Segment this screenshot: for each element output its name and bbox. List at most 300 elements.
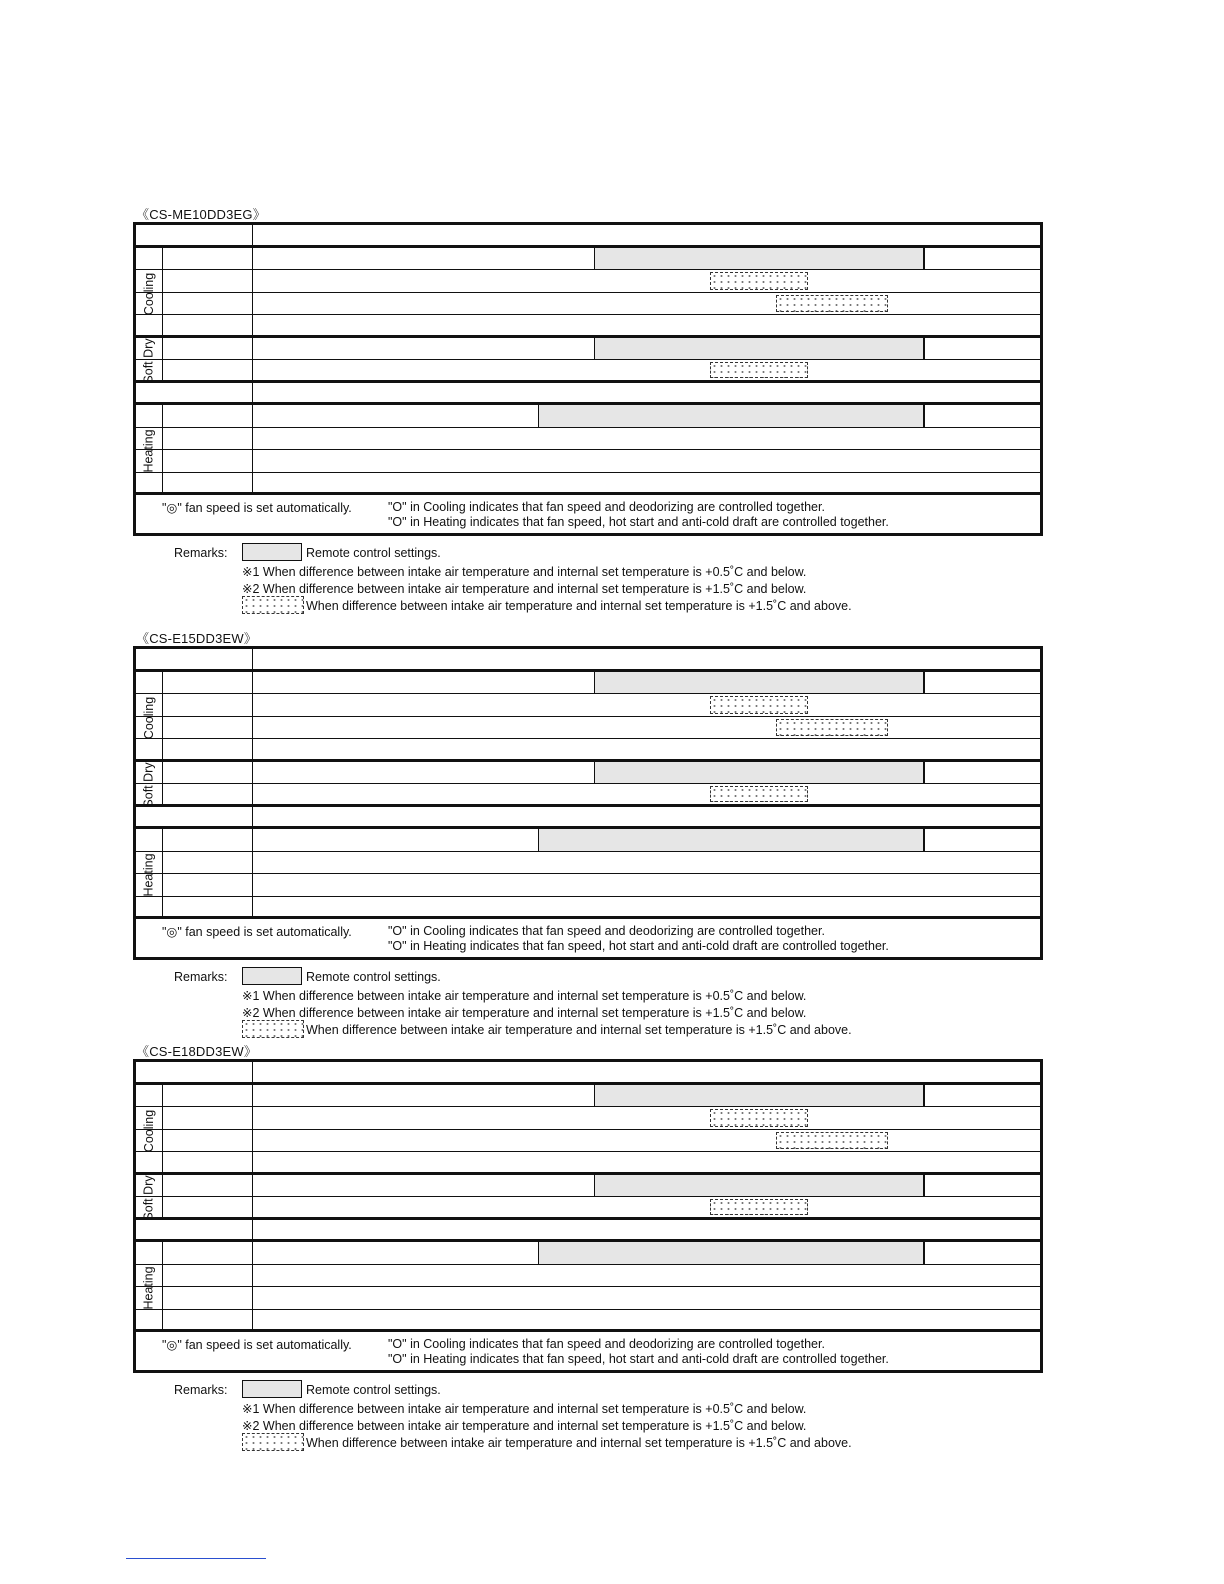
group-label: Soft Dry: [142, 1175, 156, 1221]
mark-dc1: [666, 717, 706, 739]
column-divider: [252, 829, 253, 851]
mark-circle: [366, 1265, 406, 1287]
group-soft_dry: [136, 1176, 162, 1221]
column-divider: [162, 874, 163, 896]
rpm-value: [921, 225, 953, 245]
speed-pshi: [1003, 405, 1043, 427]
speed-sslo: [425, 338, 465, 360]
column-divider: [162, 762, 163, 784]
rpm-value: [254, 649, 286, 669]
cooling-auto-row: [136, 270, 1040, 293]
rpm-value: [514, 383, 546, 403]
fan-speed-table-1: [133, 222, 1043, 536]
rpm-value: [457, 807, 489, 827]
rotation-speed-header: [136, 649, 1040, 672]
column-divider: [162, 852, 163, 874]
column-divider: [162, 1152, 163, 1172]
speed-me-minus: [664, 405, 708, 427]
mode-label: [167, 852, 247, 874]
rotation-speed-header: [136, 225, 1040, 248]
mark-circle: [425, 428, 465, 450]
footer-rule: [126, 1558, 266, 1559]
cooling-quiet-row: [136, 1152, 1040, 1175]
mode-label: [167, 672, 247, 694]
model-title: 《CS-E15DD3EW》: [136, 631, 258, 646]
mark-dc1: [596, 1197, 636, 1217]
column-divider: [162, 739, 163, 759]
mark-dcircle: [630, 1152, 670, 1172]
mark-dc2: [739, 293, 779, 315]
mark-dcircle: [816, 897, 856, 917]
rpm-value: [600, 649, 632, 669]
rpm-value: [701, 225, 733, 245]
mark-circle: [425, 270, 465, 292]
rpm-value: [600, 1220, 632, 1240]
mode-label: [167, 1152, 247, 1172]
speed-me-minus: [664, 1085, 708, 1107]
remote-setting-band: [538, 1242, 924, 1264]
speed-lo-minus: [539, 762, 579, 784]
rpm-value: [514, 1220, 546, 1240]
speed-pshi: [1003, 1085, 1043, 1107]
mark-dc2: [739, 1130, 779, 1152]
rpm-value: [399, 807, 431, 827]
rpm-value: [571, 807, 603, 827]
remote-control-swatch: [242, 1380, 302, 1398]
mode-label: [167, 1197, 247, 1217]
rpm-value: [976, 649, 1008, 669]
remarks-block: [174, 1383, 934, 1455]
group-cooling: [136, 249, 162, 339]
softdry-range-marks: [714, 360, 806, 380]
rpm-value: [254, 1220, 286, 1240]
speed-hi: [891, 1175, 931, 1197]
heating-o-note: "O" in Heating indicates that fan speed, hot start and anti-cold draft are controlled together.: [388, 515, 889, 529]
rpm-value: [670, 225, 702, 245]
rpm-value: [853, 1220, 885, 1240]
rpm-value: [701, 383, 733, 403]
softdry-auto-row: [136, 784, 1040, 807]
column-divider: [162, 829, 163, 851]
rpm-value: [976, 807, 1008, 827]
mark-dcircle: [849, 852, 889, 874]
mode-label: [167, 338, 247, 360]
mark-circle: [250, 1265, 290, 1287]
rpm-value: [285, 807, 317, 827]
dotted-swatch: [242, 596, 304, 614]
heating-manual-row: [136, 829, 1040, 852]
mode-label: [167, 1175, 247, 1197]
mode-label: [167, 762, 247, 784]
rpm-value: [457, 1220, 489, 1240]
mark-dcircle: [776, 473, 816, 493]
mark-dcircle: [697, 1287, 737, 1309]
speed-hi: [891, 248, 931, 270]
mark-dcircle: [630, 315, 670, 335]
mark-circle: [250, 1197, 290, 1217]
speed-me-minus: [664, 248, 708, 270]
speed-lo-minus: [539, 338, 579, 360]
softdry-auto-row: [136, 360, 1040, 383]
rpm-value: [1007, 649, 1039, 669]
rpm-value: [701, 649, 733, 669]
speed-hi: [891, 405, 931, 427]
rpm-value: [670, 807, 702, 827]
speed-pshi: [1003, 1175, 1043, 1197]
rotation-speed-label: [139, 649, 253, 669]
column-divider: [162, 428, 163, 450]
mark-dcircle: [697, 428, 737, 450]
rpm-value: [634, 225, 666, 245]
speed-slo: [482, 338, 522, 360]
rpm-value: [921, 1220, 953, 1240]
speed-pshi: [1003, 1242, 1043, 1264]
rpm-value: [399, 225, 431, 245]
mode-label: [167, 694, 247, 716]
fan-speed-table-2: [133, 646, 1043, 960]
speed-me-plus: [814, 1242, 858, 1264]
rpm-value: [254, 807, 286, 827]
rpm-value: [634, 1062, 666, 1082]
heating-quiet-row: [136, 1310, 1040, 1333]
mark-dcircle: [849, 1287, 889, 1309]
mark-circle: [250, 428, 290, 450]
table-footnote: [136, 919, 1040, 957]
mark-dc2: [666, 1197, 706, 1217]
column-divider: [252, 672, 253, 694]
speed-low: [538, 405, 578, 427]
rpm-value: [571, 649, 603, 669]
model-title: 《CS-E18DD3EW》: [136, 1044, 258, 1059]
remarks-block: [174, 546, 934, 618]
mark-circle: [250, 1310, 290, 1330]
remote-control-swatch: [242, 967, 302, 985]
remarks-label: Remarks:: [174, 546, 228, 560]
softdry-range-marks: [714, 784, 806, 804]
speed-me-plus: [814, 762, 858, 784]
mark-dcircle: [776, 1265, 816, 1287]
rpm-value: [600, 383, 632, 403]
remarks-block: [174, 970, 934, 1042]
column-divider: [162, 784, 163, 804]
rpm-value: [343, 383, 375, 403]
speed-lo-minus: [539, 1175, 579, 1197]
rpm-value: [743, 807, 775, 827]
mark-circle: [250, 874, 290, 896]
cooling-powerful-row: [136, 1130, 1040, 1153]
group-cooling: [136, 673, 162, 763]
column-divider: [162, 1242, 163, 1264]
column-divider: [252, 405, 253, 427]
mode-label: [167, 270, 247, 292]
mark-dcircle: [816, 473, 856, 493]
mark-dc1: [539, 315, 579, 335]
rpm-value: [820, 807, 852, 827]
rpm-value: [571, 1062, 603, 1082]
rpm-value: [976, 383, 1008, 403]
mark-dc2: [739, 717, 779, 739]
cooling-o-note: "O" in Cooling indicates that fan speed and deodorizing are controlled together.: [388, 500, 825, 514]
remote-control-swatch: [242, 543, 302, 561]
note-3: When difference between intake air temperature and internal set temperature is +1.5˚C and above.: [306, 1436, 852, 1450]
rpm-value: [514, 649, 546, 669]
mark-circle: [308, 1265, 348, 1287]
mode-label: [167, 874, 247, 896]
mark-dcircle: [739, 897, 779, 917]
remarks-label: Remarks:: [174, 970, 228, 984]
speed-me: [739, 1175, 779, 1197]
rpm-value: [254, 225, 286, 245]
mark-dcircle: [739, 450, 779, 472]
mark-dcircle: [776, 1287, 816, 1309]
mode-label: [167, 1287, 247, 1309]
rpm-value: [743, 1062, 775, 1082]
dotted-swatch: [242, 1020, 304, 1038]
mark-circle: [250, 694, 290, 716]
cooling-manual-row: [136, 248, 1040, 271]
mark-circle: [250, 360, 290, 380]
speed-me: [739, 672, 779, 694]
group-label: Heating: [142, 853, 156, 897]
rpm-value: [820, 383, 852, 403]
rpm-value: [820, 1220, 852, 1240]
mark-circle: [250, 1287, 290, 1309]
speed-shi: [947, 829, 987, 851]
mark-dcircle: [630, 739, 670, 759]
mark-dcircle: [849, 450, 889, 472]
rpm-value: [343, 1220, 375, 1240]
speed-slo: [482, 672, 522, 694]
mark-dcircle: [697, 450, 737, 472]
mark-dcircle: [776, 874, 816, 896]
mark-dcircle: [697, 1265, 737, 1287]
model-title: 《CS-ME10DD3EG》: [136, 207, 266, 222]
mark-dcircle: [816, 1310, 856, 1330]
speed-me-minus: [664, 338, 708, 360]
mark-dcircle: [917, 450, 957, 472]
speed-me: [739, 248, 779, 270]
rpm-value: [780, 1220, 812, 1240]
remote-setting-band: [538, 829, 924, 851]
speed-low: [596, 672, 636, 694]
column-divider: [162, 1130, 163, 1152]
mode-label: [167, 1242, 247, 1264]
rpm-value: [600, 225, 632, 245]
rpm-value: [670, 1220, 702, 1240]
mark-dc1: [539, 739, 579, 759]
speed-slo: [366, 1242, 406, 1264]
column-divider: [162, 293, 163, 315]
rpm-value: [853, 1062, 885, 1082]
mark-dcircle: [630, 1310, 670, 1330]
cooling-manual-row: [136, 672, 1040, 695]
speed-sslo: [425, 1085, 465, 1107]
rpm-value: [670, 1062, 702, 1082]
mode-label: [167, 829, 247, 851]
speed-pshi: [1003, 672, 1043, 694]
rpm-value: [399, 383, 431, 403]
mode-label: [167, 1130, 247, 1152]
column-divider: [162, 338, 163, 360]
mark-circle: [250, 315, 290, 335]
speed-sslo: [425, 672, 465, 694]
cooling-powerful-row: [136, 293, 1040, 316]
rpm-value: [514, 1062, 546, 1082]
group-label: Cooling: [142, 1109, 157, 1152]
rpm-value: [285, 1062, 317, 1082]
mark-dc2: [666, 360, 706, 380]
heating-o-note: "O" in Heating indicates that fan speed, hot start and anti-cold draft are controlled together.: [388, 939, 889, 953]
rpm-value: [701, 1220, 733, 1240]
rpm-value: [343, 649, 375, 669]
mark-circle: [366, 852, 406, 874]
mark-dcircle: [630, 1287, 670, 1309]
speed-shi: [947, 762, 987, 784]
rpm-value: [457, 649, 489, 669]
mark-dcircle: [849, 1265, 889, 1287]
auto-fan-note: "◎" fan speed is set automatically.: [162, 1338, 352, 1352]
speed-sslo: [425, 762, 465, 784]
mode-label: [167, 1310, 247, 1330]
rpm-value: [634, 649, 666, 669]
mark-dc1: [666, 1130, 706, 1152]
group-soft_dry: [136, 339, 162, 384]
speed-low: [596, 1175, 636, 1197]
column-divider: [162, 1310, 163, 1330]
speed-sslo: [308, 405, 348, 427]
speed-low: [596, 762, 636, 784]
rpm-value: [853, 383, 885, 403]
mark-dcircle: [630, 473, 670, 493]
heating-quiet-row: [136, 473, 1040, 496]
mode-label: [167, 1107, 247, 1129]
mark-dc1: [596, 270, 636, 292]
rpm-value: [571, 383, 603, 403]
speed-me-plus: [814, 405, 858, 427]
powerful-range-marks: [784, 293, 882, 315]
group-soft_dry: [136, 763, 162, 808]
rpm-value: [343, 807, 375, 827]
rpm-value: [743, 225, 775, 245]
rpm-value: [285, 225, 317, 245]
rpm-value: [457, 225, 489, 245]
column-divider: [162, 1175, 163, 1197]
speed-pshi: [1003, 338, 1043, 360]
column-divider: [162, 450, 163, 472]
rpm-value: [399, 1220, 431, 1240]
table-footnote: [136, 1332, 1040, 1370]
auto-range-marks: [714, 270, 806, 292]
note-1: ※1 When difference between intake air temperature and internal set temperature is +0.5˚C and below.: [242, 1402, 807, 1416]
rpm-value: [1007, 807, 1039, 827]
column-divider: [162, 1107, 163, 1129]
table-footnote: [136, 495, 1040, 533]
note-1: ※1 When difference between intake air temperature and internal set temperature is +0.5˚C and below.: [242, 565, 807, 579]
softdry-manual-row: [136, 1175, 1040, 1198]
group-label: Cooling: [142, 272, 157, 315]
column-divider: [162, 473, 163, 493]
note-3: When difference between intake air temperature and internal set temperature is +1.5˚C and above.: [306, 599, 852, 613]
mark-dcircle: [776, 1310, 816, 1330]
mark-circle: [425, 852, 465, 874]
column-divider: [162, 405, 163, 427]
mode-label: [167, 248, 247, 270]
dotted-swatch: [242, 1433, 304, 1451]
speed-low: [596, 248, 636, 270]
speed-shi: [947, 1242, 987, 1264]
mark-dcircle: [630, 450, 670, 472]
column-divider: [162, 694, 163, 716]
speed-me: [739, 829, 779, 851]
rotation-speed-header: [136, 807, 1040, 830]
note-2: ※2 When difference between intake air temperature and internal set temperature is +1.5˚C and below.: [242, 582, 807, 596]
group-label: Heating: [142, 429, 156, 473]
speed-me-minus: [664, 829, 708, 851]
mark-circle: [250, 1107, 290, 1129]
speed-me-plus: [814, 338, 858, 360]
rpm-value: [600, 807, 632, 827]
column-divider: [252, 1085, 253, 1107]
heating-quiet-row: [136, 897, 1040, 920]
mark-dcircle: [630, 852, 670, 874]
mark-dcircle: [776, 428, 816, 450]
speed-me-minus: [664, 672, 708, 694]
speed-me: [739, 762, 779, 784]
mark-circle: [308, 852, 348, 874]
speed-pshi: [1003, 248, 1043, 270]
column-divider: [252, 383, 253, 403]
mark-dc2: [666, 1107, 706, 1129]
rpm-value: [820, 649, 852, 669]
speed-me-minus: [664, 1175, 708, 1197]
mark-dcircle: [739, 428, 779, 450]
auto-range-marks: [714, 1107, 806, 1129]
rpm-value: [780, 649, 812, 669]
speed-low: [538, 829, 578, 851]
rpm-value: [399, 649, 431, 669]
mark-dcircle: [697, 897, 737, 917]
rotation-speed-label: [139, 225, 253, 245]
note-2: ※2 When difference between intake air temperature and internal set temperature is +1.5˚C and below.: [242, 1006, 807, 1020]
powerful-range-marks: [784, 1130, 882, 1152]
column-divider: [162, 897, 163, 917]
mark-dcircle: [739, 1287, 779, 1309]
remarks-label: Remarks:: [174, 1383, 228, 1397]
rpm-value: [1007, 225, 1039, 245]
rotation-speed-header: [136, 1220, 1040, 1243]
rpm-value: [600, 1062, 632, 1082]
speed-hi: [891, 672, 931, 694]
group-label: Soft Dry: [142, 338, 156, 384]
mark-dcircle: [697, 852, 737, 874]
rpm-value: [254, 383, 286, 403]
mark-dcircle: [697, 739, 737, 759]
speed-pshi: [1003, 762, 1043, 784]
rpm-value: [780, 225, 812, 245]
mark-dc2: [666, 784, 706, 804]
column-divider: [162, 1287, 163, 1309]
mark-dc1: [596, 360, 636, 380]
rpm-value: [457, 1062, 489, 1082]
speed-slo: [482, 248, 522, 270]
mark-dcircle: [697, 1310, 737, 1330]
mark-dcircle: [739, 1310, 779, 1330]
mark-dcircle: [630, 897, 670, 917]
mark-circle: [250, 293, 290, 315]
mark-dcircle: [739, 874, 779, 896]
group-heating: [136, 830, 162, 920]
rpm-value: [780, 1062, 812, 1082]
